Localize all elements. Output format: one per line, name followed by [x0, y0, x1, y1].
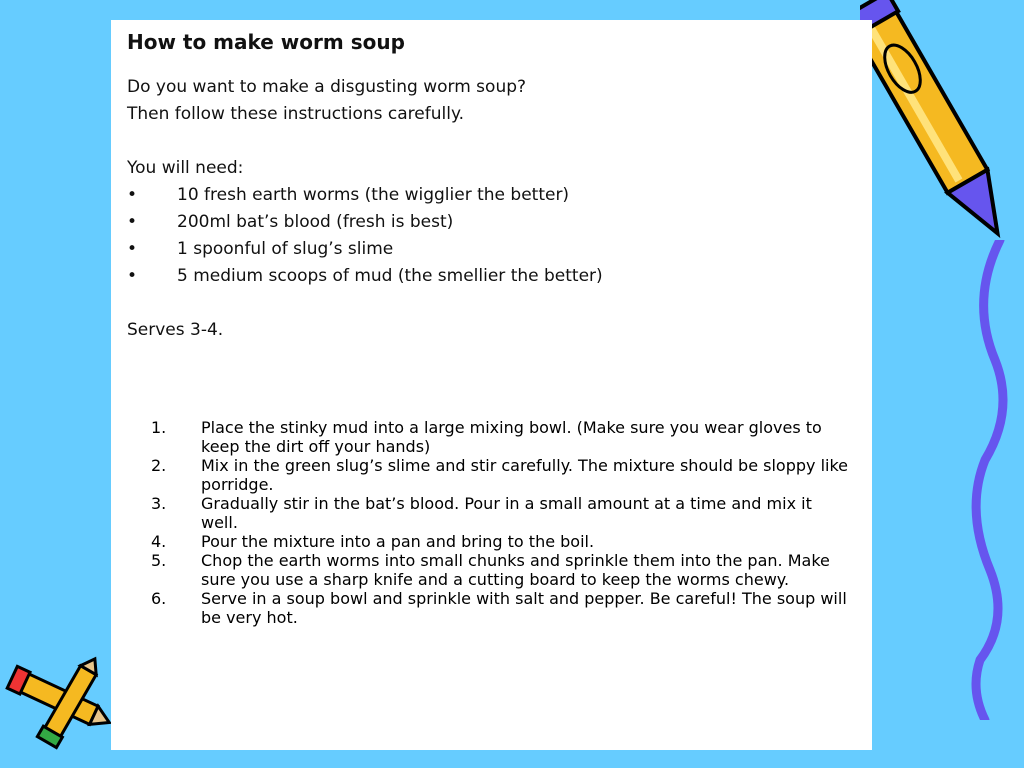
page-title: How to make worm soup	[127, 30, 405, 54]
squiggle-line-icon	[960, 240, 1020, 720]
bullet-icon: •	[127, 185, 138, 205]
step-number: 2.	[151, 456, 167, 475]
step-text: Mix in the green slug’s slime and stir carefully. The mixture should be sloppy like porridge.	[201, 456, 849, 494]
list-item	[151, 551, 851, 589]
step-text: Place the stinky mud into a large mixing bowl. (Make sure you wear gloves to keep the dirt off your hands)	[201, 418, 822, 456]
ingredients-heading: You will need:	[127, 158, 244, 178]
intro-line: Do you want to make a disgusting worm soup?	[127, 77, 527, 97]
step-number: 4.	[151, 532, 167, 551]
pencil-cluster-icon	[0, 650, 120, 760]
list-item	[127, 209, 867, 236]
ingredient-text: 1 spoonful of slug’s slime	[177, 239, 394, 259]
step-number: 5.	[151, 551, 167, 570]
list-item	[127, 236, 867, 263]
pencil-icon	[860, 0, 1010, 250]
list-item	[151, 418, 851, 456]
step-number: 1.	[151, 418, 167, 437]
bullet-icon: •	[127, 266, 138, 286]
intro-paragraph	[127, 74, 867, 128]
list-item	[151, 456, 851, 494]
ingredient-text: 10 fresh earth worms (the wigglier the better)	[177, 185, 570, 205]
bullet-icon: •	[127, 239, 138, 259]
document-body	[127, 28, 867, 344]
step-number: 6.	[151, 589, 167, 608]
list-item	[151, 494, 851, 532]
step-text: Pour the mixture into a pan and bring to the boil.	[201, 532, 595, 551]
ingredients-section	[127, 155, 867, 290]
step-number: 3.	[151, 494, 167, 513]
step-text: Gradually stir in the bat’s blood. Pour in a small amount at a time and mix it well.	[201, 494, 812, 532]
document-panel	[111, 20, 872, 750]
list-item	[151, 589, 851, 627]
ingredient-text: 200ml bat’s blood (fresh is best)	[177, 212, 454, 232]
ingredient-text: 5 medium scoops of mud (the smellier the better)	[177, 266, 603, 286]
bullet-icon: •	[127, 212, 138, 232]
list-item	[151, 532, 851, 551]
steps-list	[151, 418, 851, 627]
list-item	[127, 182, 867, 209]
intro-line: Then follow these instructions carefully.	[127, 104, 464, 124]
list-item	[127, 263, 867, 290]
step-text: Chop the earth worms into small chunks and sprinkle them into the pan. Make sure you use a sharp knife and a cutting board to keep the worms chewy.	[201, 551, 830, 589]
serves-text: Serves 3-4.	[127, 320, 224, 340]
ingredients-list	[127, 182, 867, 290]
step-text: Serve in a soup bowl and sprinkle with salt and pepper. Be careful! The soup will be very hot.	[201, 589, 847, 627]
